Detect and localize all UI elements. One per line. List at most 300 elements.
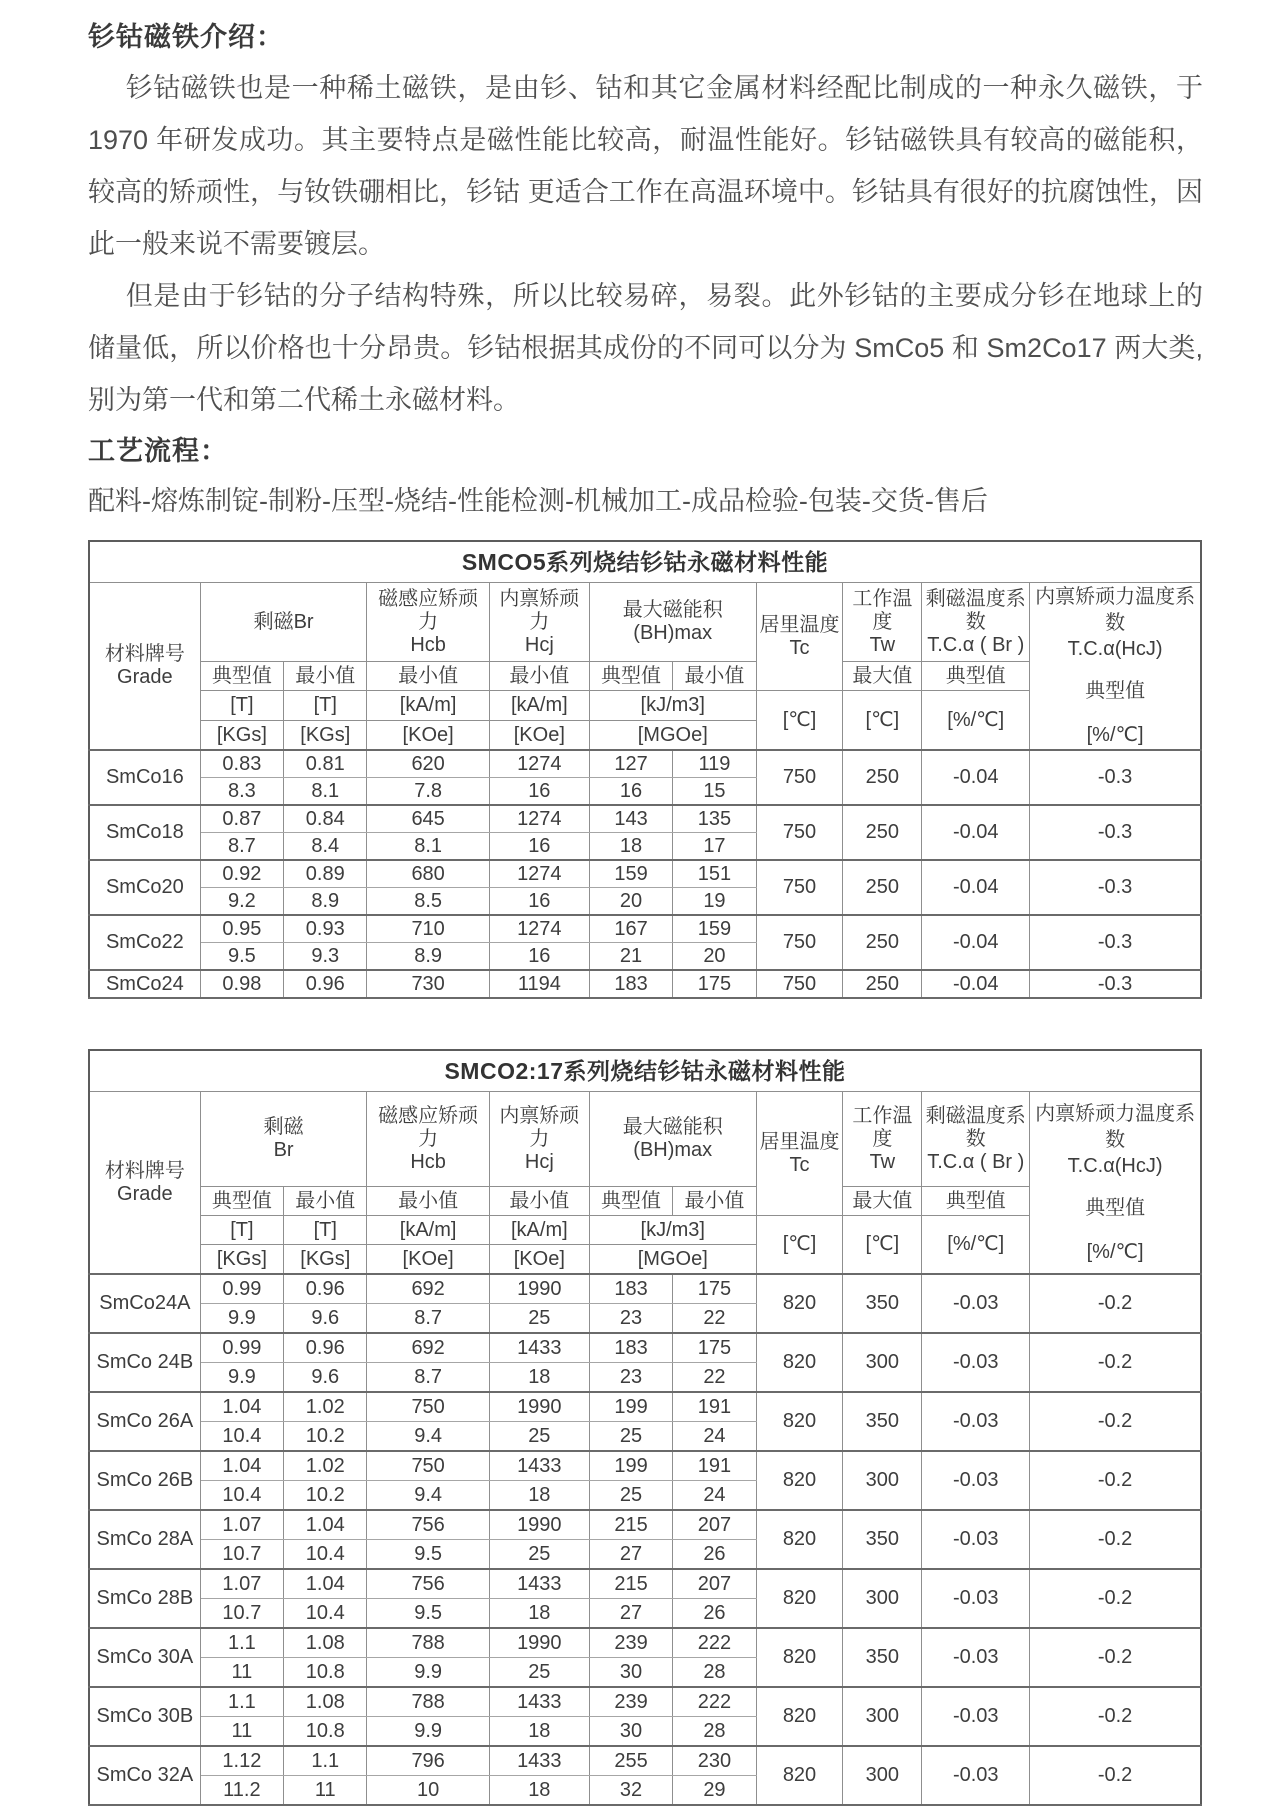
unit-cell: [kA/m]	[367, 1216, 489, 1245]
value-cell: 0.98	[200, 970, 283, 998]
value-cell: 25	[489, 1422, 589, 1452]
unit-cell: [kJ/m3]	[589, 691, 756, 721]
curie-temp-cell: 820	[756, 1392, 843, 1451]
value-cell: 1.07	[200, 1510, 283, 1540]
value-cell: 215	[589, 1510, 672, 1540]
tc-hcj-cell: -0.2	[1030, 1687, 1201, 1746]
value-cell: 1990	[489, 1274, 589, 1304]
value-cell: 0.87	[200, 805, 283, 833]
value-cell: 239	[589, 1687, 672, 1717]
unit-cell: [T]	[284, 691, 367, 721]
value-cell: 207	[673, 1569, 756, 1599]
col-header-tw: 工作温度 Tw	[843, 583, 922, 662]
value-cell: 167	[589, 915, 672, 943]
value-cell: 24	[673, 1481, 756, 1511]
work-temp-cell: 350	[843, 1628, 922, 1687]
curie-temp-cell: 820	[756, 1274, 843, 1333]
value-cell: 135	[673, 805, 756, 833]
value-cell: 18	[489, 1776, 589, 1806]
intro-paragraph-2: 但是由于钐钴的分子结构特殊，所以比较易碎，易裂。此外钐钴的主要成分钐在地球上的储量低，所以价格也十分昂贵。钐钴根据其成份的不同可以分为 SmCo5 和 Sm2Co17 两大类,别为第一代和第二代稀土永磁材料。	[88, 281, 1203, 415]
value-cell: 183	[589, 1274, 672, 1304]
value-cell: 25	[589, 1422, 672, 1452]
value-cell: 1.08	[284, 1628, 367, 1658]
col-header-tw: 工作温度 Tw	[843, 1092, 922, 1187]
value-cell: 1.04	[200, 1451, 283, 1481]
tc-br-cell: -0.03	[922, 1628, 1030, 1687]
value-cell: 8.1	[284, 778, 367, 806]
tc-hcj-cell: -0.2	[1030, 1333, 1201, 1392]
value-cell: 21	[589, 943, 672, 971]
value-cell: 26	[673, 1599, 756, 1629]
value-cell: 10.2	[284, 1422, 367, 1452]
work-temp-cell: 350	[843, 1274, 922, 1333]
col-header-tc: 居里温度 Tc	[756, 1092, 843, 1216]
value-cell: 0.99	[200, 1333, 283, 1363]
work-temp-cell: 300	[843, 1687, 922, 1746]
tc-hcj-cell: -0.3	[1030, 970, 1201, 998]
value-cell: 26	[673, 1540, 756, 1570]
value-cell: 239	[589, 1628, 672, 1658]
value-cell: 28	[673, 1717, 756, 1747]
value-cell: 9.6	[284, 1304, 367, 1334]
col-header-grade	[89, 583, 200, 751]
tc-hcj-cell: -0.3	[1030, 860, 1201, 915]
grade-cell: SmCo 24B	[89, 1333, 200, 1392]
subheader-min: 最小值	[367, 662, 489, 691]
tc-br-cell: -0.03	[922, 1746, 1030, 1805]
tc-hcj-cell: -0.2	[1030, 1628, 1201, 1687]
tc-br-cell: -0.03	[922, 1569, 1030, 1628]
unit-cell: [%/℃]	[922, 1216, 1030, 1275]
value-cell: 756	[367, 1510, 489, 1540]
col-header-tchcj: 内禀矫顽力温度系数 T.C.α(HcJ) 典型值 [%/℃]	[1030, 1092, 1201, 1275]
value-cell: 29	[673, 1776, 756, 1806]
unit-cell: [MGOe]	[589, 1245, 756, 1275]
curie-temp-cell: 820	[756, 1746, 843, 1805]
value-cell: 0.89	[284, 860, 367, 888]
value-cell: 9.4	[367, 1422, 489, 1452]
unit-cell: [℃]	[843, 1216, 922, 1275]
tc-hcj-cell: -0.2	[1030, 1451, 1201, 1510]
value-cell: 199	[589, 1392, 672, 1422]
tc-br-cell: -0.04	[922, 860, 1030, 915]
value-cell: 680	[367, 860, 489, 888]
unit-cell: [kA/m]	[489, 691, 589, 721]
subheader-min: 最小值	[673, 662, 756, 691]
tc-hcj-cell: -0.2	[1030, 1569, 1201, 1628]
value-cell: 16	[489, 778, 589, 806]
value-cell: 175	[673, 1333, 756, 1363]
col-header-grade	[89, 1092, 200, 1275]
value-cell: 183	[589, 970, 672, 998]
work-temp-cell: 350	[843, 1392, 922, 1451]
grade-cell: SmCo18	[89, 805, 200, 860]
tc-hcj-cell: -0.2	[1030, 1510, 1201, 1569]
value-cell: 30	[589, 1658, 672, 1688]
unit-cell: [KOe]	[367, 721, 489, 751]
value-cell: 0.81	[284, 750, 367, 778]
value-cell: 0.95	[200, 915, 283, 943]
value-cell: 10.7	[200, 1540, 283, 1570]
work-temp-cell: 250	[843, 970, 922, 998]
value-cell: 1.07	[200, 1569, 283, 1599]
value-cell: 8.7	[367, 1304, 489, 1334]
value-cell: 20	[589, 888, 672, 916]
curie-temp-cell: 820	[756, 1687, 843, 1746]
work-temp-cell: 300	[843, 1746, 922, 1805]
unit-cell: [kJ/m3]	[589, 1216, 756, 1245]
tc-br-cell: -0.04	[922, 750, 1030, 805]
value-cell: 191	[673, 1451, 756, 1481]
value-cell: 1.12	[200, 1746, 283, 1776]
value-cell: 1433	[489, 1687, 589, 1717]
value-cell: 0.83	[200, 750, 283, 778]
col-header-hcj: 内禀矫顽力 Hcj	[489, 1092, 589, 1187]
value-cell: 0.96	[284, 1333, 367, 1363]
unit-cell: [KOe]	[489, 1245, 589, 1275]
value-cell: 215	[589, 1569, 672, 1599]
value-cell: 8.7	[200, 833, 283, 861]
process-heading: 工艺流程：	[88, 436, 228, 466]
value-cell: 175	[673, 970, 756, 998]
unit-cell: [kA/m]	[367, 691, 489, 721]
value-cell: 23	[589, 1304, 672, 1334]
subheader-typical: 典型值	[922, 1187, 1030, 1216]
col-header-bhmax: 最大磁能积 (BH)max	[589, 583, 756, 662]
value-cell: 16	[489, 943, 589, 971]
smco5-properties-table	[88, 540, 1202, 999]
unit-cell: [℃]	[843, 691, 922, 751]
value-cell: 730	[367, 970, 489, 998]
value-cell: 9.5	[200, 943, 283, 971]
grade-cell: SmCo 30A	[89, 1628, 200, 1687]
work-temp-cell: 250	[843, 915, 922, 970]
value-cell: 1.04	[200, 1392, 283, 1422]
grade-cell: SmCo22	[89, 915, 200, 970]
value-cell: 16	[489, 888, 589, 916]
value-cell: 0.93	[284, 915, 367, 943]
col-header-tc: 居里温度 Tc	[756, 583, 843, 691]
tc-hcj-cell: -0.3	[1030, 915, 1201, 970]
value-cell: 692	[367, 1333, 489, 1363]
work-temp-cell: 300	[843, 1333, 922, 1392]
tc-br-cell: -0.04	[922, 805, 1030, 860]
col-header-br	[200, 583, 367, 662]
value-cell: 25	[489, 1304, 589, 1334]
tc-br-cell: -0.03	[922, 1510, 1030, 1569]
subheader-min: 最小值	[284, 1187, 367, 1216]
grade-cell: SmCo16	[89, 750, 200, 805]
value-cell: 22	[673, 1304, 756, 1334]
value-cell: 222	[673, 1687, 756, 1717]
value-cell: 10.7	[200, 1599, 283, 1629]
intro-paragraph-1: 钐钴磁铁也是一种稀土磁铁，是由钐、钴和其它金属材料经配比制成的一种永久磁铁，于 1970 年研发成功。其主要特点是磁性能比较高，耐温性能好。钐钴磁铁具有较高的磁能积，较高的矫顽性，与钕铁硼相比，钐钴 更适合工作在高温环境中。钐钴具有很好的抗腐蚀性，因此一般来说不需要镀层。	[88, 73, 1203, 259]
unit-cell: [MGOe]	[589, 721, 756, 751]
grade-label: 材料牌号	[104, 1159, 185, 1182]
col-header-hcb: 磁感应矫顽力 Hcb	[367, 583, 489, 662]
unit-cell: [℃]	[756, 1216, 843, 1275]
value-cell: 710	[367, 915, 489, 943]
curie-temp-cell: 820	[756, 1451, 843, 1510]
value-cell: 9.4	[367, 1481, 489, 1511]
value-cell: 159	[673, 915, 756, 943]
value-cell: 127	[589, 750, 672, 778]
grade-cell: SmCo 30B	[89, 1687, 200, 1746]
value-cell: 1990	[489, 1628, 589, 1658]
value-cell: 8.9	[367, 943, 489, 971]
value-cell: 16	[489, 833, 589, 861]
value-cell: 230	[673, 1746, 756, 1776]
tc-br-cell: -0.03	[922, 1392, 1030, 1451]
value-cell: 1433	[489, 1333, 589, 1363]
value-cell: 9.2	[200, 888, 283, 916]
subheader-max: 最大值	[843, 662, 922, 691]
subheader-typical: 典型值	[200, 662, 283, 691]
value-cell: 10.8	[284, 1717, 367, 1747]
tc-hcj-cell: -0.2	[1030, 1392, 1201, 1451]
unit-cell: [%/℃]	[922, 691, 1030, 751]
value-cell: 207	[673, 1510, 756, 1540]
subheader-typical: 典型值	[200, 1187, 283, 1216]
value-cell: 143	[589, 805, 672, 833]
unit-cell: [KGs]	[200, 1245, 283, 1275]
value-cell: 8.4	[284, 833, 367, 861]
value-cell: 1433	[489, 1569, 589, 1599]
value-cell: 0.96	[284, 970, 367, 998]
value-cell: 16	[589, 778, 672, 806]
value-cell: 25	[589, 1481, 672, 1511]
unit-cell: [T]	[200, 691, 283, 721]
value-cell: 796	[367, 1746, 489, 1776]
value-cell: 8.3	[200, 778, 283, 806]
value-cell: 692	[367, 1274, 489, 1304]
value-cell: 9.6	[284, 1363, 367, 1393]
tc-hcj-cell: -0.3	[1030, 750, 1201, 805]
value-cell: 8.1	[367, 833, 489, 861]
value-cell: 750	[367, 1451, 489, 1481]
value-cell: 15	[673, 778, 756, 806]
value-cell: 10.8	[284, 1658, 367, 1688]
grade-label-en: Grade	[117, 666, 173, 688]
subheader-min: 最小值	[489, 1187, 589, 1216]
value-cell: 750	[367, 1392, 489, 1422]
br-label: 剩磁Br	[253, 610, 314, 633]
value-cell: 1194	[489, 970, 589, 998]
value-cell: 1990	[489, 1392, 589, 1422]
curie-temp-cell: 820	[756, 1333, 843, 1392]
value-cell: 9.9	[367, 1717, 489, 1747]
value-cell: 25	[489, 1658, 589, 1688]
grade-cell: SmCo20	[89, 860, 200, 915]
subheader-typical: 典型值	[589, 662, 672, 691]
value-cell: 222	[673, 1628, 756, 1658]
process-flow: 配料-熔炼制锭-制粉-压型-烧结-性能检测-机械加工-成品检验-包装-交货-售后	[88, 486, 988, 516]
value-cell: 1.08	[284, 1687, 367, 1717]
value-cell: 23	[589, 1363, 672, 1393]
value-cell: 18	[489, 1363, 589, 1393]
unit-cell: [KOe]	[489, 721, 589, 751]
value-cell: 159	[589, 860, 672, 888]
grade-cell: SmCo24	[89, 970, 200, 998]
tc-br-cell: -0.03	[922, 1274, 1030, 1333]
col-header-tcbr: 剩磁温度系数 T.C.α ( Br )	[922, 583, 1030, 662]
value-cell: 1433	[489, 1746, 589, 1776]
value-cell: 25	[489, 1540, 589, 1570]
value-cell: 30	[589, 1717, 672, 1747]
curie-temp-cell: 820	[756, 1628, 843, 1687]
value-cell: 788	[367, 1687, 489, 1717]
unit-cell: [KGs]	[284, 721, 367, 751]
unit-cell: [KGs]	[284, 1245, 367, 1275]
value-cell: 1.04	[284, 1569, 367, 1599]
value-cell: 11.2	[200, 1776, 283, 1806]
value-cell: 1274	[489, 750, 589, 778]
subheader-typical: 典型值	[589, 1187, 672, 1216]
smco217-properties-table	[88, 1049, 1202, 1806]
value-cell: 1.04	[284, 1510, 367, 1540]
value-cell: 18	[489, 1717, 589, 1747]
grade-cell: SmCo24A	[89, 1274, 200, 1333]
subheader-min: 最小值	[367, 1187, 489, 1216]
value-cell: 27	[589, 1599, 672, 1629]
value-cell: 0.92	[200, 860, 283, 888]
tc-br-cell: -0.04	[922, 970, 1030, 998]
curie-temp-cell: 820	[756, 1569, 843, 1628]
col-header-hcb: 磁感应矫顽力 Hcb	[367, 1092, 489, 1187]
value-cell: 10.4	[200, 1422, 283, 1452]
work-temp-cell: 250	[843, 860, 922, 915]
value-cell: 1.02	[284, 1451, 367, 1481]
value-cell: 255	[589, 1746, 672, 1776]
value-cell: 151	[673, 860, 756, 888]
value-cell: 19	[673, 888, 756, 916]
grade-cell: SmCo 28A	[89, 1510, 200, 1569]
unit-cell: [KOe]	[367, 1245, 489, 1275]
grade-label: 材料牌号	[104, 643, 185, 665]
subheader-typical: 典型值	[922, 662, 1030, 691]
value-cell: 1.1	[284, 1746, 367, 1776]
tc-hcj-cell: -0.2	[1030, 1746, 1201, 1805]
work-temp-cell: 300	[843, 1451, 922, 1510]
value-cell: 0.84	[284, 805, 367, 833]
work-temp-cell: 300	[843, 1569, 922, 1628]
value-cell: 1274	[489, 915, 589, 943]
value-cell: 119	[673, 750, 756, 778]
value-cell: 9.3	[284, 943, 367, 971]
value-cell: 10.4	[284, 1540, 367, 1570]
value-cell: 8.7	[367, 1363, 489, 1393]
value-cell: 9.5	[367, 1599, 489, 1629]
subheader-max: 最大值	[843, 1187, 922, 1216]
value-cell: 28	[673, 1658, 756, 1688]
value-cell: 645	[367, 805, 489, 833]
value-cell: 1274	[489, 805, 589, 833]
unit-cell: [T]	[284, 1216, 367, 1245]
value-cell: 1433	[489, 1451, 589, 1481]
curie-temp-cell: 750	[756, 915, 843, 970]
curie-temp-cell: 750	[756, 970, 843, 998]
value-cell: 1990	[489, 1510, 589, 1540]
unit-cell: [T]	[200, 1216, 283, 1245]
tc-br-cell: -0.03	[922, 1451, 1030, 1510]
smco217-table-body	[89, 1274, 1201, 1805]
tc-br-cell: -0.03	[922, 1333, 1030, 1392]
value-cell: 18	[489, 1599, 589, 1629]
value-cell: 620	[367, 750, 489, 778]
value-cell: 9.9	[200, 1363, 283, 1393]
tc-hcj-cell: -0.3	[1030, 805, 1201, 860]
table-title: SMCO5系列烧结钐钴永磁材料性能	[89, 541, 1201, 583]
work-temp-cell: 250	[843, 805, 922, 860]
value-cell: 10.4	[200, 1481, 283, 1511]
value-cell: 183	[589, 1333, 672, 1363]
curie-temp-cell: 750	[756, 805, 843, 860]
curie-temp-cell: 750	[756, 860, 843, 915]
value-cell: 1274	[489, 860, 589, 888]
value-cell: 9.9	[367, 1658, 489, 1688]
col-header-br: 剩磁 Br	[200, 1092, 367, 1187]
unit-cell: [kA/m]	[489, 1216, 589, 1245]
col-header-bhmax: 最大磁能积 (BH)max	[589, 1092, 756, 1187]
tc-br-cell: -0.03	[922, 1687, 1030, 1746]
smco5-table-body	[89, 750, 1201, 998]
value-cell: 788	[367, 1628, 489, 1658]
unit-cell: [℃]	[756, 691, 843, 751]
tc-br-cell: -0.04	[922, 915, 1030, 970]
value-cell: 10	[367, 1776, 489, 1806]
value-cell: 10.2	[284, 1481, 367, 1511]
value-cell: 22	[673, 1363, 756, 1393]
value-cell: 18	[589, 833, 672, 861]
grade-cell: SmCo 26B	[89, 1451, 200, 1510]
col-header-tcbr: 剩磁温度系数 T.C.α ( Br )	[922, 1092, 1030, 1187]
value-cell: 10.4	[284, 1599, 367, 1629]
value-cell: 191	[673, 1392, 756, 1422]
value-cell: 11	[200, 1717, 283, 1747]
grade-cell: SmCo 32A	[89, 1746, 200, 1805]
unit-cell: [KGs]	[200, 721, 283, 751]
subheader-min: 最小值	[284, 662, 367, 691]
value-cell: 8.5	[367, 888, 489, 916]
intro-heading: 钐钴磁铁介绍：	[88, 22, 284, 52]
value-cell: 0.99	[200, 1274, 283, 1304]
value-cell: 175	[673, 1274, 756, 1304]
subheader-min: 最小值	[489, 662, 589, 691]
tc-hcj-cell: -0.2	[1030, 1274, 1201, 1333]
value-cell: 9.5	[367, 1540, 489, 1570]
value-cell: 27	[589, 1540, 672, 1570]
subheader-min: 最小值	[673, 1187, 756, 1216]
value-cell: 8.9	[284, 888, 367, 916]
curie-temp-cell: 750	[756, 750, 843, 805]
grade-label-en: Grade	[117, 1182, 173, 1205]
value-cell: 32	[589, 1776, 672, 1806]
value-cell: 199	[589, 1451, 672, 1481]
value-cell: 7.8	[367, 778, 489, 806]
value-cell: 756	[367, 1569, 489, 1599]
work-temp-cell: 250	[843, 750, 922, 805]
value-cell: 24	[673, 1422, 756, 1452]
value-cell: 0.96	[284, 1274, 367, 1304]
grade-cell: SmCo 28B	[89, 1569, 200, 1628]
value-cell: 9.9	[200, 1304, 283, 1334]
value-cell: 1.1	[200, 1687, 283, 1717]
grade-cell: SmCo 26A	[89, 1392, 200, 1451]
table-title: SMCO2:17系列烧结钐钴永磁材料性能	[89, 1050, 1201, 1092]
col-header-hcj: 内禀矫顽力 Hcj	[489, 583, 589, 662]
work-temp-cell: 350	[843, 1510, 922, 1569]
value-cell: 11	[200, 1658, 283, 1688]
